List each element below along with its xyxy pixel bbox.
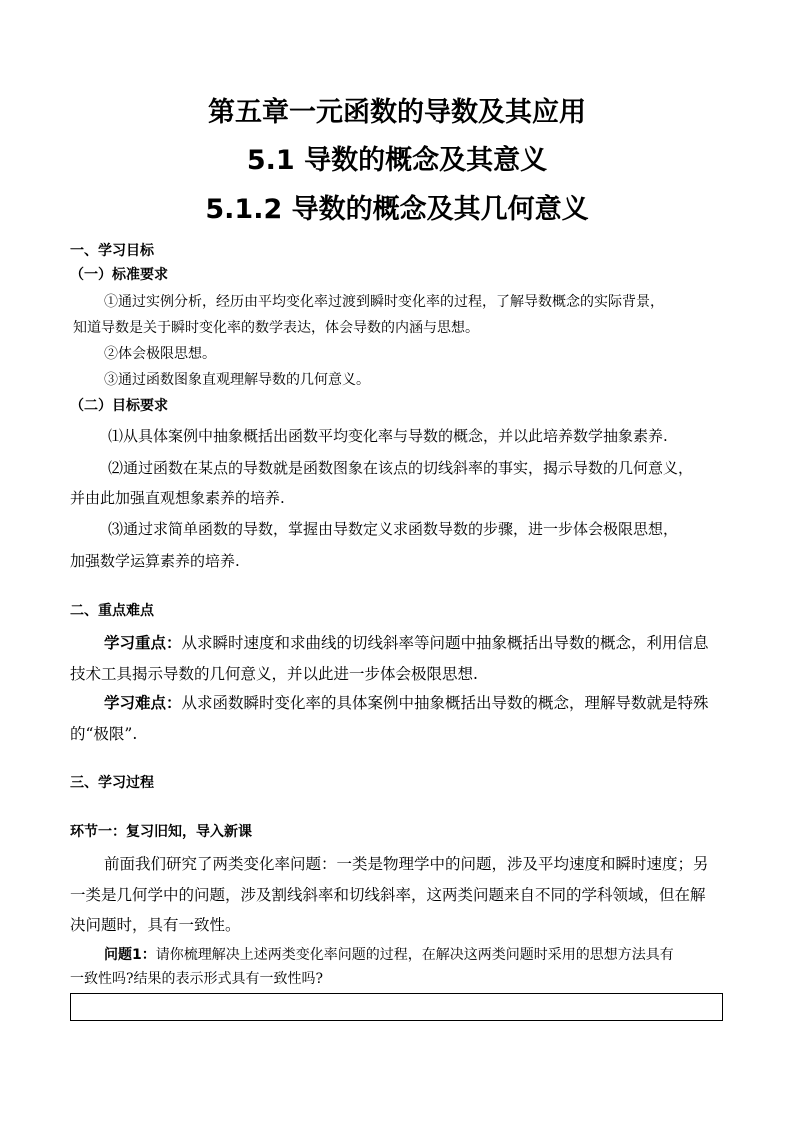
standard-item-3: ③通过函数图象直观理解导数的几何意义。 — [104, 372, 370, 388]
standard-requirements-heading: （一）标准要求 — [70, 267, 168, 283]
answer-box[interactable] — [70, 993, 723, 1021]
question1-line-1 — [104, 945, 674, 965]
target-item-3-line-1: ⑶通过求简单函数的导数，掌握由导数定义求函数导数的步骤，进一步体会极限思想， — [108, 520, 679, 538]
difficulty-line-2: 的“极限”. — [70, 725, 138, 743]
focus-label: 学习重点： — [104, 634, 182, 652]
target-item-2-line-1: ⑵通过函数在某点的导数就是函数图象在该点的切线斜率的事实，揭示导数的几何意义， — [108, 459, 694, 477]
question1-line-2: 一致性吗?结果的表示形式具有一致性吗? — [70, 971, 324, 987]
process-heading: 三、学习过程 — [70, 775, 154, 791]
difficulty-label: 学习难点： — [104, 694, 182, 712]
keypoints-heading: 二、重点难点 — [70, 603, 154, 619]
standard-item-2: ②体会极限思想。 — [104, 346, 216, 362]
standard-item-1-line-2: 知道导数是关于瞬时变化率的数学表达，体会导数的内涵与思想。 — [73, 320, 479, 336]
step1-heading: 环节一：复习旧知，导入新课 — [70, 824, 252, 840]
standard-item-1-line-1: ①通过实例分析，经历由平均变化率过渡到瞬时变化率的过程，了解导数概念的实际背景， — [104, 294, 664, 310]
section-title: 5.1 导数的概念及其意义 — [246, 145, 548, 176]
subsection-title: 5.1.2 导数的概念及其几何意义 — [205, 194, 589, 225]
step1-line-2: 一类是几何学中的问题，涉及割线斜率和切线斜率，这两类问题来自不同的学科领域，但在解 — [70, 886, 706, 904]
step1-line-1: 前面我们研究了两类变化率问题：一类是物理学中的问题，涉及平均速度和瞬时速度；另 — [104, 855, 709, 873]
focus-line-1 — [104, 632, 709, 654]
focus-line-2: 技术工具揭示导数的几何意义，并以此进一步体会极限思想. — [70, 665, 478, 683]
target-item-3-line-2: 加强数学运算素养的培养. — [70, 552, 240, 570]
question1-label: 问题1： — [104, 947, 156, 963]
target-item-1: ⑴从具体案例中抽象概括出函数平均变化率与导数的概念，并以此培养数学抽象素养. — [108, 427, 668, 445]
target-requirements-heading: （二）目标要求 — [70, 398, 168, 414]
target-item-2-line-2: 并由此加强直观想象素养的培养. — [70, 489, 285, 507]
difficulty-line-1 — [104, 692, 709, 714]
chapter-title: 第五章一元函数的导数及其应用 — [208, 97, 586, 128]
question1-text-1: 请你梳理解决上述两类变化率问题的过程，在解决这两类问题时采用的思想方法具有 — [155, 947, 674, 963]
focus-text-1: 从求瞬时速度和求曲线的切线斜率等问题中抽象概括出导数的概念，利用信息 — [181, 634, 709, 652]
step1-line-3: 决问题时，具有一致性。 — [70, 916, 241, 934]
goals-heading: 一、学习目标 — [70, 243, 154, 259]
difficulty-text-1: 从求函数瞬时变化率的具体案例中抽象概括出导数的概念，理解导数就是特殊 — [181, 694, 709, 712]
